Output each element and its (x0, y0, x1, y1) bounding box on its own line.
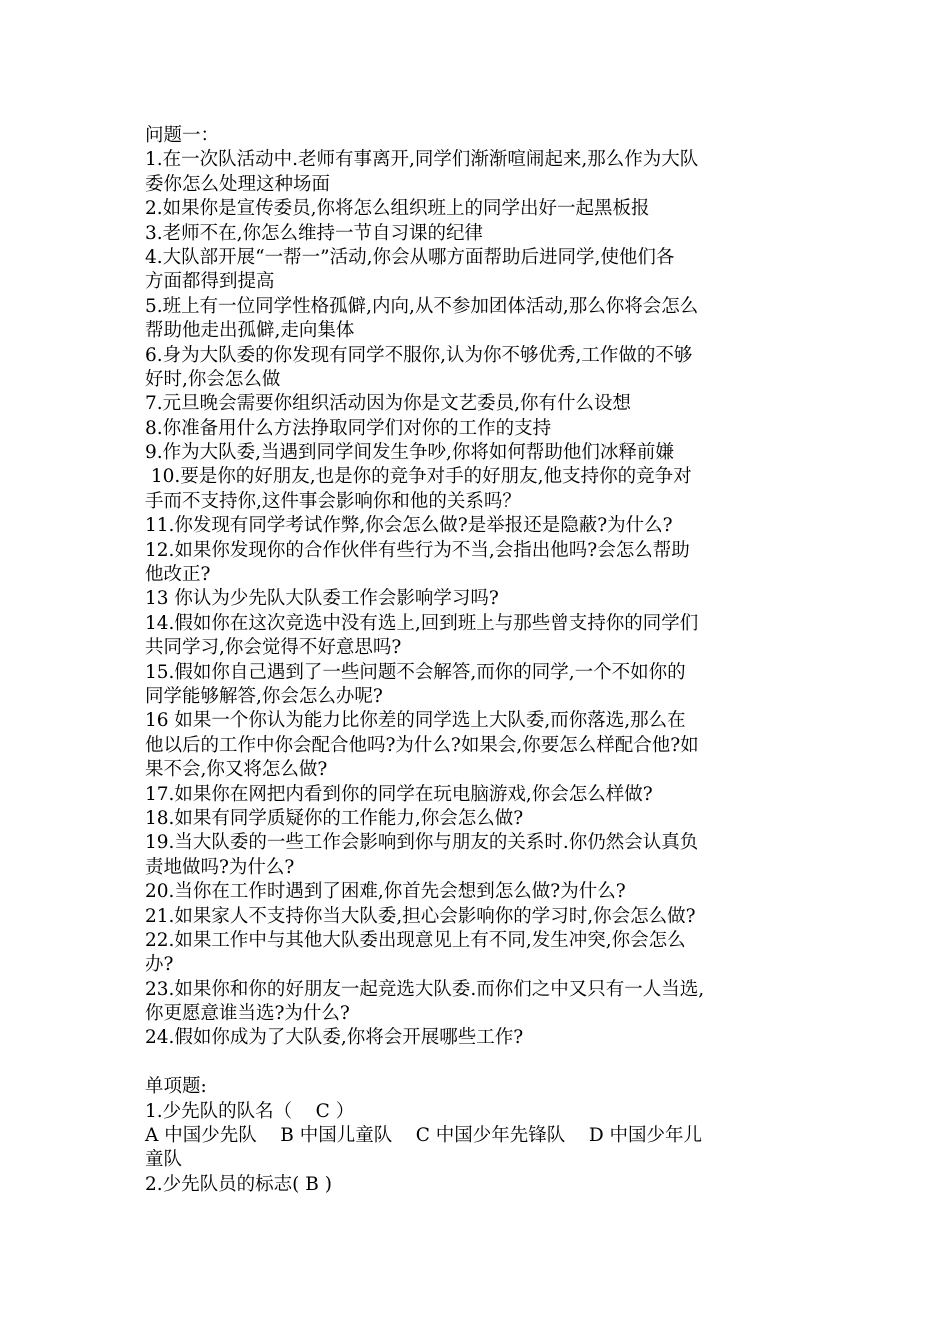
text-line: 23.如果你和你的好朋友一起竞选大队委.而你们之中又只有一人当选, (145, 978, 705, 1000)
text-line: 18.如果有同学质疑你的工作能力,你会怎么做? (145, 807, 524, 829)
text-line: 10.要是你的好朋友,也是你的竞争对手的好朋友,他支持你的竞争对 (145, 466, 692, 488)
text-line: 同学能够解答,你会怎么办呢? (145, 685, 383, 707)
text-line: 9.作为大队委,当遇到同学间发生争吵,你将如何帮助他们冰释前嫌 (145, 442, 674, 464)
text-line: 果不会,你又将怎么做? (145, 759, 328, 781)
text-line: 19.当大队委的一些工作会影响到你与朋友的关系时.你仍然会认真负 (145, 832, 699, 854)
text-line: 委你怎么处理这种场面 (145, 173, 331, 195)
text-line: 帮助他走出孤僻,走向集体 (145, 320, 355, 342)
text-line: 16 如果一个你认为能力比你差的同学选上大队委,而你落选,那么在 (145, 710, 686, 732)
text-line: 5.班上有一位同学性格孤僻,内向,从不参加团体活动,那么你将会怎么 (145, 295, 699, 317)
text-line: 共同学习,你会觉得不好意思吗? (145, 637, 402, 659)
text-line: 3.老师不在,你怎么维持一节自习课的纪律 (145, 222, 484, 244)
text-line: 4.大队部开展“一帮一”活动,你会从哪方面帮助后进同学,使他们各 (145, 246, 675, 268)
text-line: 7.元旦晚会需要你组织活动因为你是文艺委员,你有什么设想 (145, 393, 632, 415)
text-line: 2.少先队员的标志( B ) (145, 1173, 332, 1195)
text-line: 手而不支持你,这件事会影响你和他的关系吗？ (145, 490, 521, 512)
document-page (145, 124, 815, 1197)
text-line: 2.如果你是宣传委员,你将怎么组织班上的同学出好一起黑板报 (145, 198, 650, 220)
text-line: A 中国少先队 B 中国儿童队 C 中国少年先锋队 D 中国少年儿 (145, 1125, 703, 1147)
text-line: 好时,你会怎么做 (145, 368, 281, 390)
text-line: 20.当你在工作时遇到了困难,你首先会想到怎么做?为什么? (145, 881, 626, 903)
text-line: 15.假如你自己遇到了一些问题不会解答,而你的同学,一个不如你的 (145, 661, 686, 683)
text-line: 24.假如你成为了大队委,你将会开展哪些工作? (145, 1027, 524, 1049)
text-line: 童队 (145, 1149, 183, 1171)
text-line: 22.如果工作中与其他大队委出现意见上有不同,发生冲突,你会怎么 (145, 929, 686, 951)
text-line: 17.如果你在网把内看到你的同学在玩电脑游戏,你会怎么样做? (145, 783, 653, 805)
section-heading-single-choice: 单项题: (145, 1076, 207, 1098)
text-line: 方面都得到提高 (145, 271, 275, 293)
section-heading-questions: 问题一： (145, 125, 220, 146)
text-line: 11.你发现有同学考试作弊,你会怎么做?是举报还是隐蔽?为什么? (145, 515, 673, 537)
text-line: 办? (145, 954, 174, 976)
text-line: 12.如果你发现你的合作伙伴有些行为不当,会指出他吗?会怎么帮助 (145, 539, 690, 561)
text-line: 他改正? (145, 564, 211, 586)
text-line: 6.身为大队委的你发现有同学不服你,认为你不够优秀,工作做的不够 (145, 344, 693, 366)
text-line: 他以后的工作中你会配合他吗?为什么?如果会,你要怎么样配合他?如 (145, 734, 699, 756)
text-line: 14.假如你在这次竞选中没有选上,回到班上与那些曾支持你的同学们 (145, 612, 699, 634)
text-line: 13 你认为少先队大队委工作会影响学习吗? (145, 588, 499, 610)
paragraph-spacer (145, 1051, 815, 1075)
text-line: 21.如果家人不支持你当大队委,担心会影响你的学习时,你会怎么做? (145, 905, 696, 927)
text-line: 你更愿意谁当选?为什么? (145, 1003, 350, 1025)
text-line: 8.你准备用什么方法挣取同学们对你的工作的支持 (145, 417, 552, 439)
text-line: 1.少先队的队名（ C ） (145, 1100, 355, 1122)
text-line: 责地做吗?为什么? (145, 856, 295, 878)
text-line: 1.在一次队活动中.老师有事离开,同学们渐渐喧闹起来,那么作为大队 (145, 149, 699, 171)
